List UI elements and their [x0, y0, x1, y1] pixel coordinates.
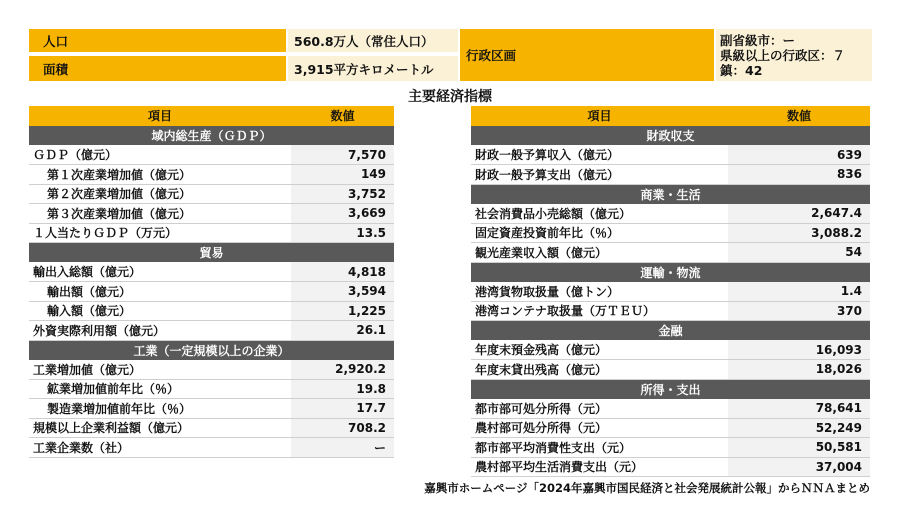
- indicator-value: 836: [728, 165, 870, 185]
- indicator-value: 52,249: [728, 418, 870, 438]
- area-label: 面積: [43, 61, 69, 77]
- area-label-cell: [29, 56, 286, 81]
- indicator-label: 都市部平均消費性支出（元）: [471, 438, 728, 458]
- indicator-value: 370: [728, 301, 870, 321]
- indicator-label: 社会消費品小売総額（億元）: [471, 204, 728, 224]
- indicator-value: 708.2: [291, 418, 394, 438]
- section-title: 財政収支: [471, 126, 870, 146]
- indicator-value: 149: [291, 165, 394, 185]
- indicator-value: 78,641: [728, 399, 870, 419]
- city-overview-box: [29, 29, 872, 81]
- area-value: 3,915平方キロメートル: [294, 61, 434, 77]
- table-row: [471, 282, 870, 302]
- table-row: [471, 145, 870, 165]
- indicator-value: 2,920.2: [291, 360, 394, 380]
- right-indicators-table: [471, 106, 870, 477]
- indicator-label: 固定資産投資前年比（％）: [471, 223, 728, 243]
- table-row: [471, 204, 870, 224]
- indicator-value: 26.1: [291, 321, 394, 341]
- indicator-label: 規模以上企業利益額（億元）: [29, 418, 291, 438]
- admin-line-towns: 鎮：42: [720, 62, 763, 78]
- population-value: 560.8万人（常住人口）: [294, 33, 434, 49]
- table-row: [471, 418, 870, 438]
- section-title: 工業（一定規模以上の企業）: [29, 340, 394, 360]
- indicator-value: 50,581: [728, 438, 870, 458]
- table-row: [471, 301, 870, 321]
- indicator-value: 1.4: [728, 282, 870, 302]
- area-value-cell: [288, 56, 458, 81]
- indicator-label: 輸出入総額（億元）: [29, 262, 291, 282]
- indicator-label: 年度末預金残高（億元）: [471, 340, 728, 360]
- section-title: 商業・生活: [471, 184, 870, 204]
- indicator-label: 工業増加値（億元）: [29, 360, 291, 380]
- table-row: [29, 321, 394, 341]
- admin-value-cell: [716, 29, 872, 81]
- table-row: [471, 165, 870, 185]
- population-label-cell: [29, 29, 286, 54]
- indicator-value: 54: [728, 243, 870, 263]
- admin-line-county-level: 県級以上の行政区：７: [720, 47, 846, 63]
- table-row: [29, 301, 394, 321]
- indicator-value: 3,088.2: [728, 223, 870, 243]
- section-header-row: [471, 126, 870, 146]
- population-value-cell: [288, 29, 458, 54]
- table-header-row: [29, 106, 394, 126]
- section-header-row: [29, 243, 394, 263]
- indicator-label: 農村部可処分所得（元）: [471, 418, 728, 438]
- table-row: [29, 145, 394, 165]
- indicator-label: 農村部平均生活消費支出（元）: [471, 457, 728, 477]
- table-row: [471, 457, 870, 477]
- indicator-value: 1,225: [291, 301, 394, 321]
- table-row: [471, 360, 870, 380]
- indicator-value: 13.5: [291, 223, 394, 243]
- indicator-value: 19.8: [291, 379, 394, 399]
- indicator-value: 3,669: [291, 204, 394, 224]
- section-title: 所得・支出: [471, 379, 870, 399]
- indicator-label: 工業企業数（社）: [29, 438, 291, 458]
- table-row: [29, 262, 394, 282]
- table-row: [29, 223, 394, 243]
- section-header-row: [29, 340, 394, 360]
- indicator-label: 製造業増加値前年比（％）: [29, 399, 291, 419]
- indicator-label: 都市部可処分所得（元）: [471, 399, 728, 419]
- indicator-label: 財政一般予算支出（億元）: [471, 165, 728, 185]
- admin-label: 行政区画: [466, 48, 517, 63]
- table-row: [29, 438, 394, 458]
- table-row: [29, 418, 394, 438]
- indicator-label: 輸入額（億元）: [29, 301, 291, 321]
- table-row: [29, 360, 394, 380]
- section-title: 域内総生産（ＧＤＰ）: [29, 126, 394, 146]
- table-header-row: [471, 106, 870, 126]
- table-row: [29, 184, 394, 204]
- indicator-value: 37,004: [728, 457, 870, 477]
- admin-line-vice-provincial: 副省級市：ー: [720, 32, 796, 48]
- indicator-label: 財政一般予算収入（億元）: [471, 145, 728, 165]
- header-value: 数値: [728, 106, 870, 126]
- table-row: [471, 243, 870, 263]
- indicator-value: 639: [728, 145, 870, 165]
- indicator-value: 7,570: [291, 145, 394, 165]
- table-row: [471, 438, 870, 458]
- header-value: 数値: [291, 106, 394, 126]
- indicator-value: 2,647.4: [728, 204, 870, 224]
- indicator-label: 港湾貨物取扱量（億トン）: [471, 282, 728, 302]
- table-row: [29, 399, 394, 419]
- admin-label-cell: [460, 29, 714, 81]
- table-row: [471, 399, 870, 419]
- indicator-value: ー: [291, 438, 394, 458]
- header-item: 項目: [29, 106, 291, 126]
- source-note: 嘉興市ホームページ「2024年嘉興市国民経済と社会発展統計公報」からＮＮＡまとめ: [424, 481, 870, 495]
- indicator-value: 17.7: [291, 399, 394, 419]
- indicator-label: 年度末貸出残高（億元）: [471, 360, 728, 380]
- section-header-row: [471, 262, 870, 282]
- indicator-label: ＧＤＰ（億元）: [29, 145, 291, 165]
- indicator-label: 第３次産業増加値（億元）: [29, 204, 291, 224]
- table-row: [29, 379, 394, 399]
- section-header-row: [471, 379, 870, 399]
- section-header-row: [29, 126, 394, 146]
- section-header-row: [471, 321, 870, 341]
- indicator-value: 3,594: [291, 282, 394, 302]
- indicator-label: 第２次産業増加値（億元）: [29, 184, 291, 204]
- table-row: [471, 223, 870, 243]
- indicator-value: 3,752: [291, 184, 394, 204]
- section-title: 運輸・物流: [471, 262, 870, 282]
- indicator-label: 第１次産業増加値（億元）: [29, 165, 291, 185]
- header-item: 項目: [471, 106, 728, 126]
- section-title: 貿易: [29, 243, 394, 263]
- indicator-label: 観光産業収入額（億元）: [471, 243, 728, 263]
- table-row: [29, 204, 394, 224]
- table-row: [29, 165, 394, 185]
- table-row: [471, 340, 870, 360]
- population-label: 人口: [43, 33, 69, 49]
- indicator-label: 港湾コンテナ取扱量（万ＴＥＵ）: [471, 301, 728, 321]
- section-title: 金融: [471, 321, 870, 341]
- indicator-value: 18,026: [728, 360, 870, 380]
- left-indicators-table: [29, 106, 394, 458]
- indicator-label: 外資実際利用額（億元）: [29, 321, 291, 341]
- indicator-label: 輸出額（億元）: [29, 282, 291, 302]
- table-row: [29, 282, 394, 302]
- indicator-value: 4,818: [291, 262, 394, 282]
- indicator-label: １人当たりＧＤＰ（万元）: [29, 223, 291, 243]
- indicator-label: 鉱業増加値前年比（％）: [29, 379, 291, 399]
- page-title: 主要経済指標: [408, 89, 492, 105]
- indicator-value: 16,093: [728, 340, 870, 360]
- section-header-row: [471, 184, 870, 204]
